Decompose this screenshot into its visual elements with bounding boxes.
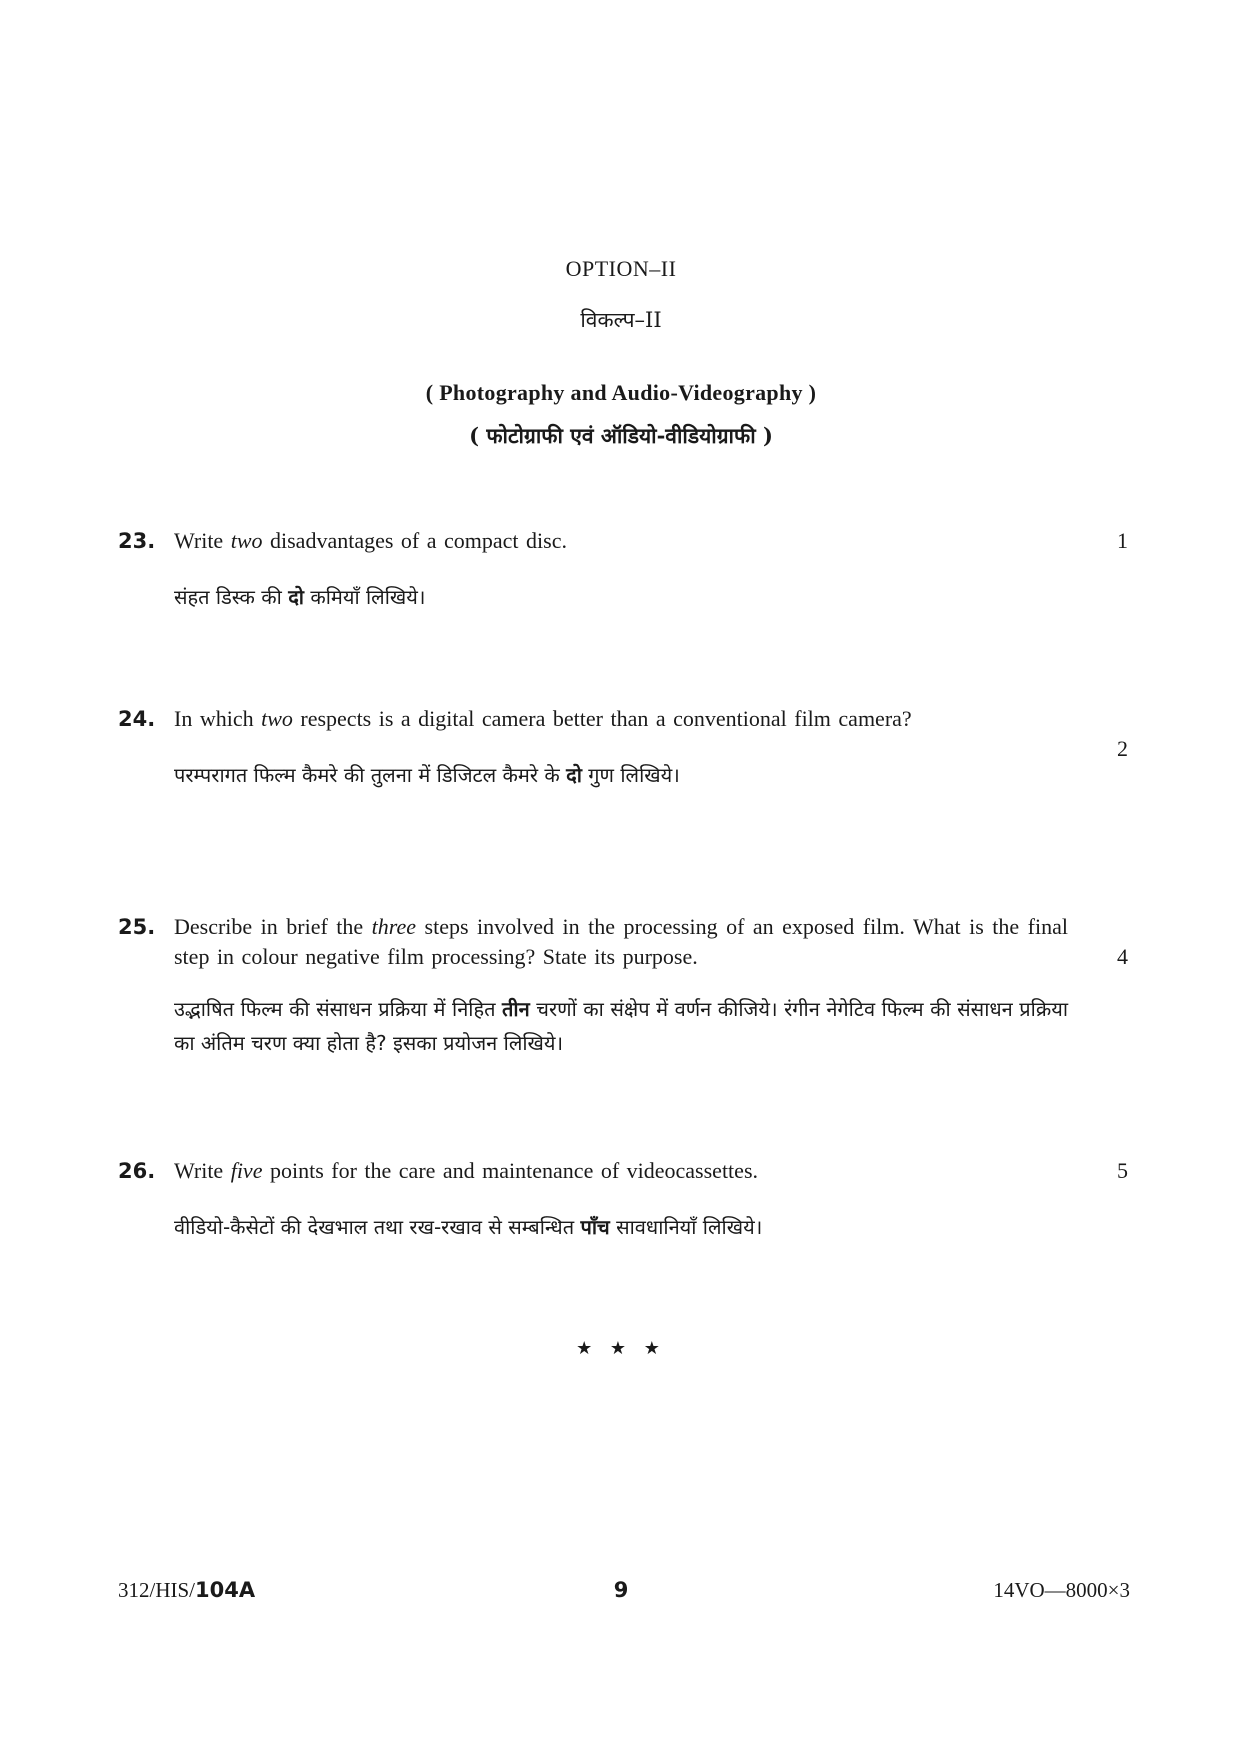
question-25 xyxy=(118,912,1128,1060)
question-english xyxy=(118,1156,1128,1186)
question-marks: 5 xyxy=(1117,1158,1128,1183)
question-number: 26. xyxy=(118,1159,156,1183)
subject-title-hindi: ( फोटोग्राफी एवं ऑडियो-वीडियोग्राफी ) xyxy=(469,423,773,448)
question-number: 23. xyxy=(118,529,156,553)
question-hindi: संहत डिस्क की दो कमियाँ लिखिये। xyxy=(174,585,426,609)
page-number: 9 xyxy=(613,1578,629,1602)
question-text: Write two disadvantages of a compact disc. xyxy=(174,528,567,553)
print-code: 14VO—8000×3 xyxy=(993,1578,1130,1602)
question-23 xyxy=(118,526,1128,614)
question-26 xyxy=(118,1156,1128,1244)
question-text: Write five points for the care and maintenance of videocassettes. xyxy=(174,1158,758,1183)
question-marks: 1 xyxy=(1117,528,1128,553)
question-english xyxy=(118,526,1128,556)
question-text: Describe in brief the three steps involved in the processing of an exposed film. What is the final step in colour negative film processing? State its purpose. xyxy=(174,914,1068,969)
end-of-paper-stars: ★ ★ ★ xyxy=(576,1338,666,1359)
option-title: OPTION–II xyxy=(565,256,677,281)
question-hindi: उद्भाषित फिल्म की संसाधन प्रक्रिया में निहित तीन चरणों का संक्षेप में वर्णन कीजिये। रंगीन नेगेटिव फिल्म की संसाधन प्रक्रिया का अंतिम चरण क्या होता है? इसका प्रयोजन लिखिये। xyxy=(174,997,1068,1055)
question-number: 25. xyxy=(118,915,156,939)
paper-code: 312/HIS/104A xyxy=(118,1578,256,1602)
question-text: In which two respects is a digital camera better than a conventional film camera? xyxy=(174,706,912,731)
subject-title: ( Photography and Audio-Videography ) xyxy=(425,380,817,405)
question-hindi: वीडियो-कैसेटों की देखभाल तथा रख-रखाव से सम्बन्धित पाँच सावधानियाँ लिखिये। xyxy=(174,1215,763,1239)
question-24 xyxy=(118,704,1128,792)
question-number: 24. xyxy=(118,707,156,731)
question-english xyxy=(118,704,1128,761)
question-marks: 2 xyxy=(1117,736,1128,761)
question-marks: 4 xyxy=(1117,944,1128,969)
option-title-hindi: विकल्प–II xyxy=(580,308,662,332)
question-hindi: परम्परागत फिल्म कैमरे की तुलना में डिजिटल कैमरे के दो गुण लिखिये। xyxy=(174,763,680,787)
question-english xyxy=(118,912,1128,972)
